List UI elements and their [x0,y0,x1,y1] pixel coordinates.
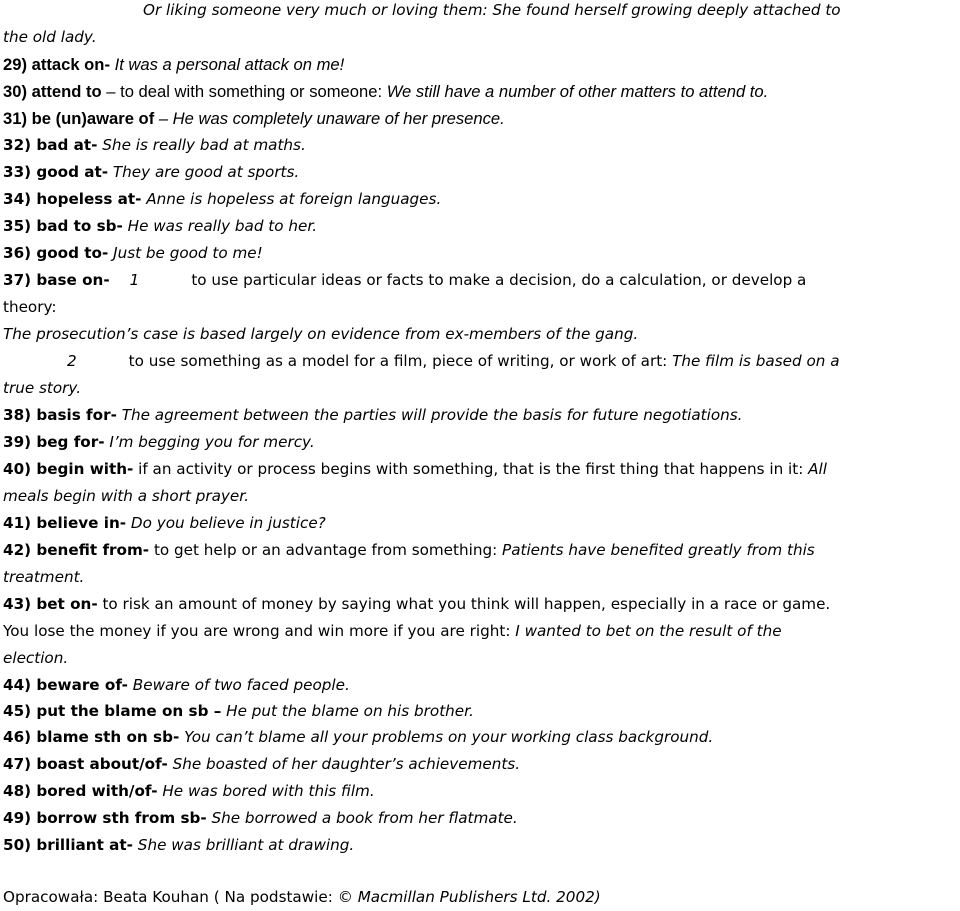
line-1: Or liking someone very much or loving them: She found herself growing deeply attached to [143,1,841,19]
entry-36: 36) good to- Just be good to me! [3,244,263,262]
entry-47: 47) boast about/of- She boasted of her daughter’s achievements. [3,755,521,773]
entry-32: 32) bad at- She is really bad at maths. [3,136,306,154]
entry-50: 50) brilliant at- She was brilliant at drawing. [3,836,355,854]
entry-37-example-1: The prosecution’s case is based largely on evidence from ex-members of the gang. [3,325,639,343]
entry-39: 39) beg for- I’m begging you for mercy. [3,433,315,451]
entry-49: 49) borrow sth from sb- She borrowed a book from her flatmate. [3,809,518,827]
entry-42-cont: treatment. [3,568,85,586]
line-2: the old lady. [3,28,97,46]
entry-43-cont: You lose the money if you are wrong and win more if you are right: I wanted to bet on the result of the [3,622,782,640]
entry-37-sense-2: 2 to use something as a model for a film, piece of writing, or work of art: The film is based on a [67,352,840,370]
entry-43: 43) bet on- to risk an amount of money by saying what you think will happen, especially in a race or game. [3,595,831,613]
entry-31: 31) be (un)aware of – He was completely unaware of her presence. [3,109,505,128]
entry-37-cont: theory: [3,298,57,316]
footer-credit: Opracowała: Beata Kouhan ( Na podstawie: © Macmillan Publishers Ltd. 2002) [3,888,601,906]
entry-33: 33) good at- They are good at sports. [3,163,300,181]
entry-41: 41) believe in- Do you believe in justice? [3,514,326,532]
entry-43-cont-2: election. [3,649,69,667]
entry-34: 34) hopeless at- Anne is hopeless at foreign languages. [3,190,442,208]
entry-45: 45) put the blame on sb – He put the blame on his brother. [3,702,474,720]
entry-38: 38) basis for- The agreement between the parties will provide the basis for future negotiations. [3,406,743,424]
entry-37: 37) base on- 1 to use particular ideas or facts to make a decision, do a calculation, or develop a [3,271,807,289]
entry-48: 48) bored with/of- He was bored with this film. [3,782,375,800]
entry-37-cont-2: true story. [3,379,82,397]
entry-29: 29) attack on- It was a personal attack on me! [3,55,345,74]
entry-44: 44) beware of- Beware of two faced people. [3,676,350,694]
entry-40: 40) begin with- if an activity or process begins with something, that is the first thing that happens in it: All [3,460,828,478]
entry-35: 35) bad to sb- He was really bad to her. [3,217,318,235]
entry-46: 46) blame sth on sb- You can’t blame all your problems on your working class background. [3,728,714,746]
entry-40-cont: meals begin with a short prayer. [3,487,249,505]
entry-42: 42) benefit from- to get help or an advantage from something: Patients have benefited greatly from this [3,541,815,559]
entry-30: 30) attend to – to deal with something or someone: We still have a number of other matters to attend to. [3,82,769,101]
